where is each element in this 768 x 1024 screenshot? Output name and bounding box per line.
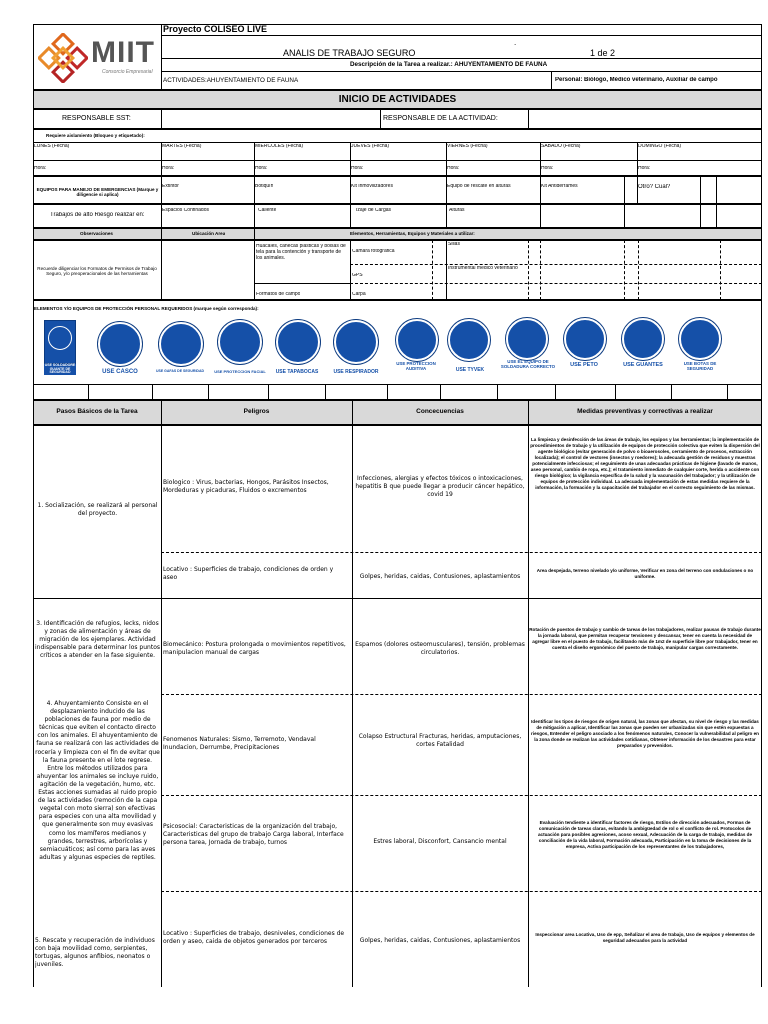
emergency-label: EQUIPOS PARA MANEJO DE EMERGENCIAS (Marque y diligencie si aplica) xyxy=(36,187,159,198)
consequence-text: Golpes, heridas, caidas, Contusiones, aplastamientos xyxy=(359,937,521,944)
consequence-text: Colapso Estructural Fracturas, heridas, amputaciones, cortes Fatalidad xyxy=(358,733,522,749)
emergency-rescate-alturas[interactable]: Equipo de rescate en alturas xyxy=(447,184,511,189)
high-risk-caliente[interactable]: Caliente xyxy=(258,208,277,213)
measure-text: Area despejada, terreno nivelado y/o uniforme, Verificar en zona del terreno con ondulaciones o no uniforme. xyxy=(536,568,754,579)
emergency-extintor[interactable]: Extintor xyxy=(162,184,179,189)
col-header-consequences: Concecuencias xyxy=(416,408,464,415)
page-number: 1 de 2 xyxy=(590,48,616,58)
location-header: Ubicación Area xyxy=(192,231,226,236)
tool-item: Cámara fotográfica xyxy=(352,249,395,254)
consequence-text: Golpes, heridas, caidas, Contusiones, aplastamientos xyxy=(359,573,521,580)
hazard-text: Biomecánico: Postura prolongada o movimientos repetitivos, manipulacion manual de cargas xyxy=(163,641,346,657)
logo-mark-icon xyxy=(38,33,88,83)
measure-text: Identificar los tipos de riesgos de origen natural, las zonas que afectan, su nivel de riesgo y las medidas de mitigación a aplicar, Identificar las zonas que pueden ser urbanizadas sin que estén expuestas a riesgos, Entender el peligro asociado a los fenómenos naturales, Conocer la vulnerabilidad al peligro en la zona donde se realizan las actividades cotidianas, Obtener información de los desastres para estar preparados y prevenidos. xyxy=(531,719,759,748)
permits-reminder: Recuerde diligenciar los Formatos de Permisos de Trabajo Seguro, y/o preoperacionales de las herramientas xyxy=(37,266,157,277)
step-text: 1. Socialización, se realizará al personal del proyecto. xyxy=(37,502,158,518)
hour-label: Hora: xyxy=(351,166,364,171)
day-tuesday: MARTES (Fecha) xyxy=(162,144,202,149)
consequence-text: Infecciones, alergias y efectos tóxicos o intoxicaciones, hepatitis B que puede llegar a producir cáncer hepático, covid 19 xyxy=(355,475,525,499)
tyvek-icon[interactable] xyxy=(448,319,490,361)
activities-label: ACTIVIDADES:AHUYENTAMIENTO DE FAUNA xyxy=(163,77,299,84)
task-description: Descripción de la Tarea a realizar.: AHUYENTAMIENTO DE FAUNA xyxy=(350,61,548,68)
tool-item: Instrumental médico veterinario xyxy=(448,266,518,271)
day-sunday: DOMINGO (Fecha) xyxy=(638,144,682,149)
ppe-icon-welder xyxy=(48,326,72,350)
mask-icon[interactable] xyxy=(276,320,320,364)
responsible-activity: RESPONSABLE DE LA ACTIVIDAD: xyxy=(383,115,498,122)
hour-label: Hora: xyxy=(447,166,460,171)
tool-item: Carpa xyxy=(352,292,366,297)
ppe-label: USE PROTECCION AUDITIVA xyxy=(396,361,436,371)
ppe-label: USE EL EQUIPO DE SOLDADURA CORRECTO xyxy=(500,359,556,369)
high-risk-label: Trabajos de alto Riesgo realizar en: xyxy=(50,212,145,218)
hour-label: Hora: xyxy=(638,166,651,171)
step-text: 3. Identificación de refugios, lecks, nidos y zonas de alimentación y áreas de migración de los ejemplares. Actividad indispensable para determinar los puntos críticos a atender en la fase siguiente. xyxy=(35,620,160,660)
measure-text: Evaluación tendiente a identificar factores de riesgo, Estilos de dirección adecuados, Formas de comunicación de tareas claras, evitando la ambigüedad de rol o el conflicto de rol. Protocolos de actuación para posibles agresiones, acoso sexual, Adecuación de la carga de trabajo, medidas de conciliación de la vida laboral, Formación adecuada, Participación en la toma de decisiones de la empresa, Activa participación de los representantes de los trabajadores, xyxy=(537,820,753,849)
measure-text: Rotación de puestos de trabajo y cambio de tareas de los trabajadores, realizar pausas de trabajo durante la jornada laboral, que permitan recuperar tensiones y descansar, tener en cuenta la necesidad de agregar libre en el puesto de trabajo, facilitando más de 1m2 de superficie libre por trabajador, tener en cuenta el diseño ergonómico del puesto de trabajo, manipular cargas correctamente. xyxy=(529,627,761,650)
emergency-other[interactable]: Otro? Cual? xyxy=(638,184,671,190)
goggles-icon[interactable] xyxy=(159,322,203,366)
high-risk-confinados[interactable]: Espacios Confinados xyxy=(162,208,209,213)
respirator-icon[interactable] xyxy=(334,320,378,364)
company-logo xyxy=(38,33,156,83)
ppe-label: USE GAFAS DE SEGURIDAD xyxy=(155,369,205,373)
hazard-text: Fenomenos Naturales: Sismo, Terremoto, Vendaval Inundacion, Derrumbe, Precipitaciones xyxy=(163,736,316,752)
measure-text: La limpieza y desinfección de las áreas de trabajo, los equipos y las herramientas; la implementación de procedimientos de trabajo y la utilización de equipos de protección colectiva que eviten la dispersión del agente biológico (evitar generación de polvo o bioaerosoles, cerramiento de procesos, extracción localizada); el control de vectores (insectos y roedores); la adecuada gestión de residuos y muestras potencialmente infecciosas; el seguimiento de unas adecuadas prácticas de higiene (lavado de manos, aseo personal, cambio de ropa, etc.); el tratamiento inmediato de cualquier corte, herida o accidente con riesgo biológico; la vigilancia específica de la salud y la vacunación del trabajador; y la utilización de equipos de protección individual. La adecuada implementación de estas medidas requiere de la información, la formación y la capacitación del trabajador en el correcto seguimiento de las mismas. xyxy=(530,437,760,490)
consequence-text: Espamos (dolores osteomusculares), tensión, problemas circulatorios. xyxy=(355,641,525,657)
step-text: 4. Ahuyentamiento Consiste en el desplazamiento inducido de las poblaciones de fauna por medio de técnicas que eviten el contacto directo con los animales. El ahuyentamiento de fauna se realizará con las actividades de rocería y limpieza con el fin de evitar que la fauna presente en el lote regrese. Entre los métodos utilizados para ahuyentar los animales se incluye ruido, agitación de la vegetación, humo, etc. Estas acciones sumadas al ruido propio de las actividades (remoción de la capa vegetal con moto sierra) son efectivas para especies con una alta movilidad y que generalmente son muy evasivas como los mamíferos medianos y grandes, terrestres, arborícolas y semiacuáticos; así como para las aves adultas y algunas especies de reptiles. xyxy=(35,700,160,861)
hazard-text: Locativo : Superficies de trabajo, desniveles, condiciones de orden y aseo, caida de objetos generados por terceros xyxy=(163,930,345,946)
high-risk-alturas[interactable]: Alturas xyxy=(449,208,465,213)
hour-label: Hora: xyxy=(255,166,268,171)
elements-header: Elementos, Herramientas, Equipos y Materiales a utilizar: xyxy=(350,231,475,236)
step-text: 5. Rescate y recuperación de individuos con baja movilidad como, serpientes, tortugas, algunos anfibios, neonatos o juveniles. xyxy=(35,937,155,969)
tool-item: Formatos de campo xyxy=(256,292,301,297)
tool-item: Huacales, canecas plásticas y bolsas de tela para la contención y transporte de los animales. xyxy=(256,244,346,261)
project-name: Proyecto COLISEO LIVE xyxy=(163,24,268,34)
welding-gear-icon[interactable] xyxy=(506,318,548,360)
emergency-kit-inmovilizadores[interactable]: Kit Inmovilizadores xyxy=(351,184,393,189)
ppe-label: USE RESPIRADOR xyxy=(333,369,379,375)
col-header-steps: Pasos Básicos de la Tarea xyxy=(56,408,138,415)
emergency-kit-antiderrames[interactable]: Kit Antiderrames xyxy=(541,184,578,189)
apron-icon[interactable] xyxy=(564,318,606,360)
helmet-icon[interactable] xyxy=(98,322,142,366)
ppe-label: USE TAPABOCAS xyxy=(275,369,319,375)
ppe-label: USE PETO xyxy=(570,362,598,368)
ppe-label: USE SOLDADORE GUANTE DE SEGURIDAD xyxy=(44,363,76,375)
tool-item: GPS xyxy=(352,273,363,278)
ppe-label: USE GUANTES xyxy=(623,362,663,368)
col-header-measures: Medidas preventivas y correctivas a realizar xyxy=(577,408,713,415)
tool-item: Sillas xyxy=(448,242,460,247)
day-wednesday: MIÉRCOLES (Fecha) xyxy=(255,144,304,149)
face-shield-icon[interactable] xyxy=(218,320,262,364)
lockout-label: Requiere aislamiento (Bloqueo y etiquetado): xyxy=(46,133,145,138)
start-title: INICIO DE ACTIVIDADES xyxy=(338,94,457,105)
ppe-label: USE CASCO xyxy=(102,369,138,375)
emergency-botiquin[interactable]: Botiquín xyxy=(255,184,274,189)
day-friday: VIERNES (Fecha) xyxy=(447,144,488,149)
logo-text: MIIT xyxy=(91,36,155,69)
gloves-icon[interactable] xyxy=(622,318,664,360)
obs-header: Observaciones xyxy=(80,231,113,236)
day-thursday: JUEVES (Fecha) xyxy=(351,144,390,149)
hazard-text: Locativo : Superficies de trabajo, condiciones de orden y aseo xyxy=(163,566,334,582)
hour-label: Hora: xyxy=(541,166,554,171)
day-saturday: SÁBADO (Fecha) xyxy=(541,144,581,149)
hazard-text: Psicosocial: Caracteristicas de la organización del trabajo, Caracteristicas del grupo de trabajo Carga laboral, Interface persona tarea, Jornada de trabajo, turnos xyxy=(163,823,344,847)
ppe-title: ELEMENTOS Y/O EQUIPOS DE PROTECCIÓN PERSONAL REQUERIDOS (marque según corresponda): xyxy=(34,306,259,311)
day-monday: LUNES (Fecha) xyxy=(34,144,70,149)
document-title: ANALIS DE TRABAJO SEGURO xyxy=(283,48,416,58)
responsible-sst: RESPONSABLE SST: xyxy=(62,115,131,122)
boots-icon[interactable] xyxy=(679,318,721,360)
consequence-text: Estres laboral, Disconfort, Cansancio mental xyxy=(373,838,507,845)
title-mark: . xyxy=(514,38,517,47)
personnel-label: Personal: Biólogo, Médico veterinario, Auxiliar de campo xyxy=(555,77,718,83)
col-header-hazards: Peligros xyxy=(243,408,270,415)
ear-protection-icon[interactable] xyxy=(396,319,438,361)
measure-text: Inspeccionar area Locativa, Uso de epp, Señalizar el area de trabajo, Uso de equipos y elementos de seguridad adecuados para la actividad xyxy=(535,932,755,943)
ppe-label: USE PROTECCION FACIAL xyxy=(214,369,266,374)
hour-label: Hora: xyxy=(34,166,47,171)
ppe-label: USE BOTAS DE SEGURIDAD xyxy=(683,361,717,371)
hazard-text: Biologico : Virus, bacterias, Hongos, Parásitos Insectos, Mordeduras y picaduras, Fluidos o excrementos xyxy=(163,479,329,495)
ppe-label: USE TYVEK xyxy=(455,367,485,373)
hour-label: Hora: xyxy=(162,166,175,171)
high-risk-izaje[interactable]: Izaje de Cargas xyxy=(356,208,392,213)
logo-subtitle: Consorcio Empresarial xyxy=(102,69,153,75)
